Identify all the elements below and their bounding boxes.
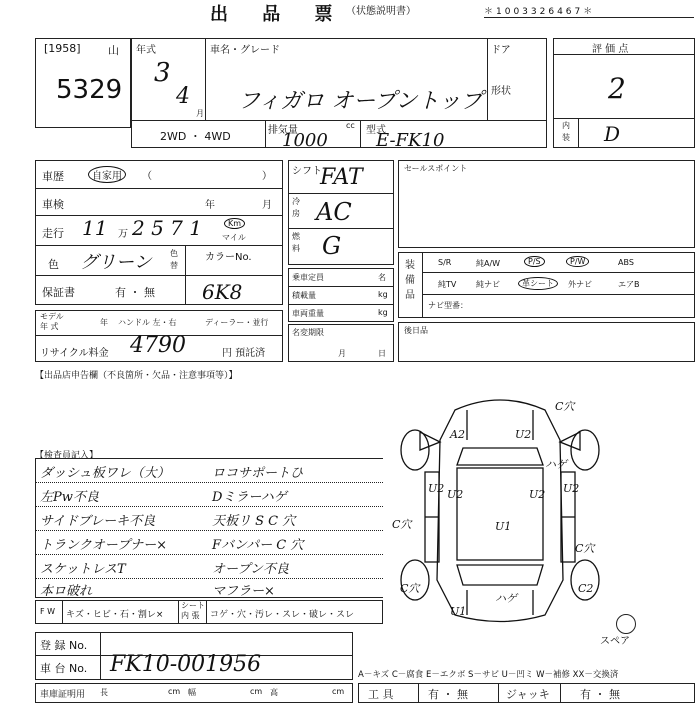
mark-u2-door-left: U2 [428, 482, 445, 495]
mark-u2-door-right: U2 [563, 482, 580, 495]
registration-expiry-month: 月 [338, 349, 346, 358]
recycle-unit: 円 預託済 [222, 348, 266, 359]
fw-items: キズ・ヒビ・石・割レ× [66, 610, 164, 620]
drive-label: 2WD ・ 4WD [160, 130, 231, 143]
capacity-label: 乗車定員 [292, 273, 324, 282]
dealer-options: ディーラー・並行 [205, 318, 269, 327]
note-right-2: Dミラーハゲ [212, 490, 287, 505]
sheet-title: 出 品 票 [210, 4, 347, 25]
note-left-4: トランクオープナー× [40, 538, 167, 553]
shift-value: FAT [320, 165, 363, 190]
sales-point-label: セールスポイント [404, 164, 468, 173]
car-mirror-left [420, 432, 440, 450]
mark-u2-left: U2 [447, 488, 464, 501]
car-mirror-right [560, 432, 580, 450]
inspection-year-unit: 年 [205, 200, 215, 211]
equip-ext-navi: 外ナビ [568, 280, 592, 289]
handle-options: ハンドル 左・右 [118, 318, 177, 327]
tools-value: 有 ・ 無 [428, 688, 468, 701]
jack-value: 有 ・ 無 [580, 688, 620, 701]
equip-aw: 純A/W [476, 259, 501, 268]
history-paren-close: ） [262, 171, 272, 182]
note-left-6: 本ロ破れ [40, 584, 93, 599]
warranty-value: 有 ・ 無 [115, 286, 155, 299]
history-label: 車歴 [42, 170, 64, 183]
car-windshield [457, 448, 543, 465]
model-label: 型式 [366, 125, 386, 136]
later-date-box [398, 322, 695, 362]
mileage-man: 11 [82, 216, 108, 240]
warranty-label: 保証書 [42, 286, 75, 299]
seat-label: シート 内 張 [181, 601, 205, 620]
chassis-no-value: FK10-001956 [110, 652, 262, 677]
mark-u1-roof: U1 [495, 520, 512, 533]
color-label: 色 [48, 258, 59, 271]
car-wheel-front-right [571, 430, 599, 470]
fw-label: F W [40, 607, 56, 616]
inspection-month-unit: 月 [262, 200, 272, 211]
ac-value: AC [316, 198, 352, 226]
mark-a2: A2 [450, 428, 465, 441]
serial-number: ＊1003326467＊ [484, 4, 694, 18]
cert-width: 幅 [188, 688, 196, 697]
evaluation-label: 評 価 点 [592, 44, 629, 55]
interior-label: 内 装 [562, 121, 570, 142]
navi-model-label: ナビ型番： [428, 301, 468, 310]
equipment-label: 装 備 品 [405, 260, 415, 301]
note-right-1: ロコサポートひ [212, 466, 304, 481]
mark-hage-rear: ハゲ [495, 592, 517, 605]
cert-length: 長 [100, 688, 108, 697]
note-left-1: ダッシュ板ワレ（大） [40, 466, 170, 481]
mark-u1-rear: U1 [450, 605, 467, 618]
mileage-value: 2 5 7 1 [132, 216, 202, 240]
inspector-header: 【検査員記入】 [35, 451, 99, 461]
weight-unit: kg [378, 308, 388, 317]
mileage-km: Km [224, 218, 245, 229]
jack-label: ジャッキ [506, 688, 550, 701]
displacement-label: 排気量 [268, 125, 298, 136]
car-rear-window [457, 565, 543, 585]
month-unit: 月 [196, 109, 204, 118]
model-year-label: モデル 年 式 [40, 312, 64, 331]
month-value: 4 [176, 84, 190, 109]
equip-abs: ABS [618, 258, 634, 267]
car-name-value: フィガロ オープントップ [238, 89, 483, 114]
recycle-value: 4790 [130, 333, 186, 358]
load-unit: kg [378, 290, 388, 299]
model-value: E-FK10 [376, 130, 445, 151]
lot-number: 5329 [56, 75, 123, 105]
equip-navi: 純ナビ [476, 280, 500, 289]
mileage-mile: マイル [222, 233, 246, 242]
car-cabin [457, 468, 546, 560]
inspection-label: 車検 [42, 198, 64, 211]
spare-tire-icon [616, 614, 636, 634]
shift-label: シフト [292, 166, 322, 177]
displacement-value: 1000 [282, 130, 328, 151]
color-no-value: 6K8 [202, 280, 243, 304]
equip-ps: P/S [524, 256, 545, 267]
note-left-2: 左Pw不良 [40, 490, 99, 505]
registration-no-label: 登 録 No. [40, 639, 88, 652]
notes-header: 【出品店申告欄（不良箇所・欠品・注意事項等）】 [35, 371, 238, 381]
cert-width-unit: cm [250, 687, 263, 696]
load-label: 積載量 [292, 291, 316, 300]
history-paren-open: （ [142, 171, 152, 182]
door-label: ドア [491, 45, 511, 56]
lot-mark: 山 [108, 44, 119, 57]
note-right-6: マフラー× [212, 584, 275, 599]
mark-u2-right: U2 [529, 488, 546, 501]
registration-expiry-label: 名変期限 [292, 328, 324, 337]
year-value: 3 [154, 58, 171, 88]
mark-c-hole-rear: C穴 [400, 582, 420, 595]
displacement-unit: cc [346, 121, 355, 130]
note-right-3: 天板リ S C 穴 [212, 514, 296, 529]
evaluation-value: 2 [608, 72, 626, 105]
note-left-5: スケットレスT [40, 562, 126, 577]
history-option: 自家用 [88, 166, 126, 183]
lot-year-label: [1958] [44, 42, 81, 55]
equip-airbag: エアB [618, 280, 640, 289]
car-wheel-front-left [401, 430, 429, 470]
capacity-unit: 名 [378, 273, 386, 282]
tools-label: 工 具 [368, 688, 394, 701]
note-right-5: オープン不良 [212, 562, 289, 577]
mark-hage-front: ハゲ [545, 458, 567, 471]
registration-expiry-day: 日 [378, 349, 386, 358]
damage-legend: A－キズ C－腐食 E－エクボ S－サビ U－凹ミ W－補修 XX－交換済 [358, 670, 619, 680]
lot-box [35, 38, 131, 128]
sheet-subtitle: （状態説明書） [346, 6, 416, 17]
fuel-label: 燃 料 [292, 232, 300, 253]
cert-height: 高 [270, 688, 278, 697]
cert-height-unit: cm [332, 687, 345, 696]
mark-c-hole-right: C穴 [575, 542, 595, 555]
car-diagram [392, 380, 605, 630]
equip-tv: 純TV [438, 280, 457, 289]
shape-label: 形状 [491, 86, 511, 97]
mark-c-hole-left: C穴 [392, 518, 412, 531]
color-repaint-label: 色 替 [170, 249, 178, 270]
model-year-unit: 年 [100, 318, 108, 327]
seat-items: コゲ・穴・汚レ・スレ・破レ・スレ [210, 610, 355, 620]
interior-value: D [604, 122, 621, 146]
ac-label: 冷 房 [292, 197, 300, 218]
recycle-label: リサイクル料金 [40, 348, 109, 359]
weight-label: 車両重量 [292, 309, 324, 318]
fuel-value: G [322, 232, 342, 260]
color-no-label: カラーNo. [205, 252, 252, 263]
cert-length-unit: cm [168, 687, 181, 696]
mark-u2-hood: U2 [515, 428, 532, 441]
equip-leather: 革シート [518, 277, 558, 290]
spare-label: スペア [600, 636, 630, 647]
chassis-no-label: 車 台 No. [40, 662, 88, 675]
car-name-label: 車名・グレード [210, 45, 280, 56]
equip-pw: P/W [566, 256, 589, 267]
certificate-label: 車庫証明用 [40, 690, 86, 700]
note-left-3: サイドブレーキ不良 [40, 514, 156, 529]
color-value: グリーン [80, 252, 152, 273]
equip-sr: S/R [438, 258, 452, 267]
mileage-man-unit: 万 [118, 229, 128, 240]
mark-c-hole-front: C穴 [555, 400, 575, 413]
later-date-label: 後日品 [404, 326, 428, 335]
note-right-4: Fバンパー C 穴 [212, 538, 304, 553]
year-label: 年式 [136, 45, 156, 56]
mileage-label: 走行 [42, 227, 64, 240]
mark-c2: C2 [578, 582, 594, 595]
